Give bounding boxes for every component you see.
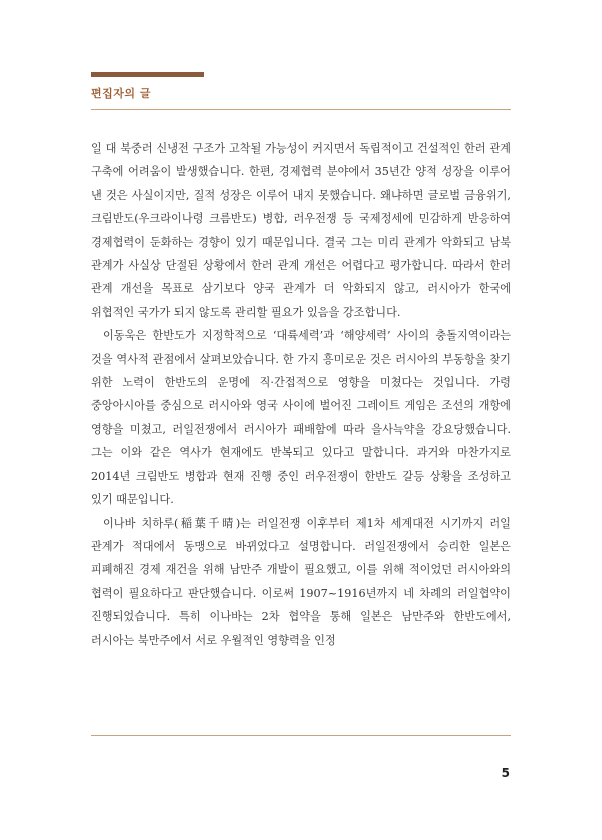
section-label: 편집자의 글 bbox=[91, 87, 151, 100]
header-accent-bar bbox=[91, 72, 204, 77]
paragraph: 이동욱은 한반도가 지정학적으로 ‘대륙세력’과 ‘해양세력’ 사이의 충돌지역이라는 것을 역사적 관점에서 살펴보았습니다. 한 가지 흥미로운 것은 러시아의 부동항을 찾기 위한 노력이 한반도의 운명에 직·간접적으로 영향을 미쳤다는 것입니다. 가령 중앙아시아를 중심으로 러시아와 영국 사이에 벌어진 그레이트 게임은 조선의 개항에 영향을 미쳤고, 러일전쟁에서 러시아가 패배함에 따라 을사늑약을 강요당했습니다. 그는 이와 같은 역사가 현재에도 반복되고 있다고 말합니다. 과거와 마찬가지로 2014년 크림반도 병합과 현재 진행 중인 러우전쟁이 한반도 갈등 상황을 조성하고 있기 때문입니다. bbox=[91, 329, 511, 507]
paragraph: 일 대 북중러 신냉전 구조가 고착될 가능성이 커지면서 독립적이고 건설적인 한러 관계 구축에 어려움이 발생했습니다. 한편, 경제협력 분야에서 35년간 양적 성장을 이루어 낸 것은 사실이지만, 질적 성장은 이루어 내지 못했습니다. 왜냐하면 글로벌 금융위기, 크림반도(우크라이나령 크름반도) 병합, 러우전쟁 등 국제정세에 민감하게 반응하여 경제협력이 둔화하는 경향이 있기 때문입니다. 결국 그는 미리 관계가 악화되고 남북 관계가 사실상 단절된 상황에서 한러 관계 개선은 어렵다고 평가합니다. 따라서 한러 관계 개선을 목표로 삼기보다 양국 관계가 더 악화되지 않고, 러시아가 한국에 위협적인 국가가 되지 않도록 관리할 필요가 있음을 강조합니다. bbox=[91, 142, 511, 319]
footer-divider bbox=[91, 735, 511, 736]
body-text bbox=[91, 137, 511, 652]
page-number: 5 bbox=[501, 766, 510, 780]
paragraph: 이나바 치하루(稲葉千晴)는 러일전쟁 이후부터 제1차 세계대전 시기까지 러일 관계가 적대에서 동맹으로 바뀌었다고 설명합니다. 러일전쟁에서 승리한 일본은 피폐해진 경제 재건을 위해 남만주 개발이 필요했고, 이를 위해 적이었던 러시아와의 협력이 필요하다고 판단했습니다. 이로써 1907~1916년까지 네 차례의 러일협약이 진행되었습니다. 특히 이나바는 2차 협약을 통해 일본은 남만주와 한반도에서, 러시아는 북만주에서 서로 우월적인 영향력을 인정 bbox=[91, 516, 511, 647]
header-divider bbox=[91, 109, 511, 110]
